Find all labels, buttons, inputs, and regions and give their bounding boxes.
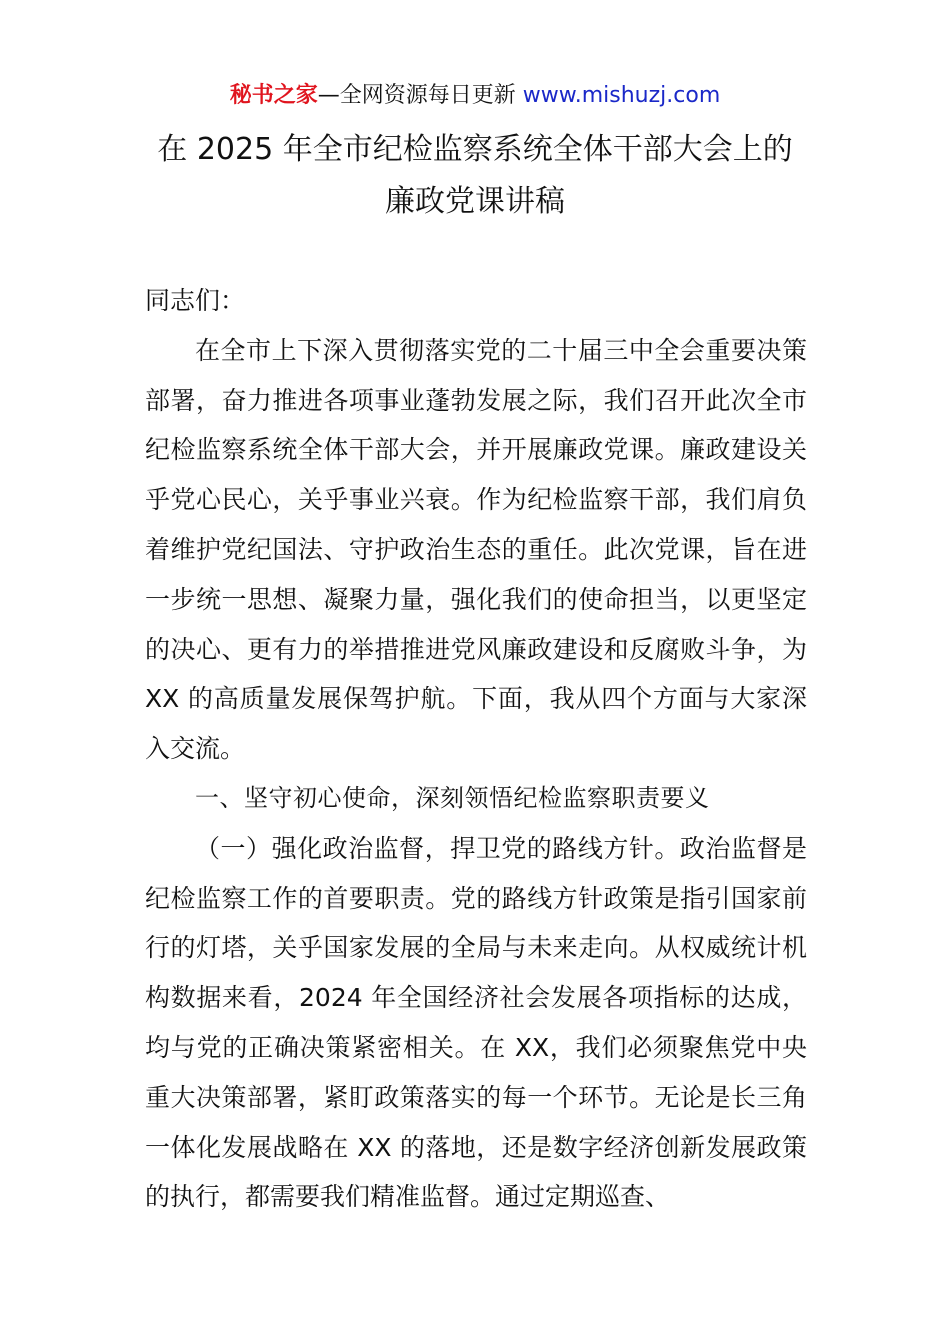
title-line-1: 在 2025 年全市纪检监察系统全体干部大会上的 (157, 132, 793, 167)
site-url-link[interactable]: www.mishuzj.com (522, 83, 721, 108)
intro-paragraph: 在全市上下深入贯彻落实党的二十届三中全会重要决策部署，奋力推进各项事业蓬勃发展之际，我们召开此次全市纪检监察系统全体干部大会，并开展廉政党课。廉政建设关乎党心民心，关乎事业兴衰。作为纪检监察干部，我们肩负着维护党纪国法、守护政治生态的重任。此次党课，旨在进一步统一思想、凝聚力量，强化我们的使命担当，以更坚定的决心、更有力的举措推进党风廉政建设和反腐败斗争，为 XX 的高质量发展保驾护航。下面，我从四个方面与大家深入交流。 (145, 335, 807, 764)
salutation: 同志们： (145, 286, 246, 315)
document-body (145, 276, 807, 1222)
section-heading-1: 一、坚守初心使命，深刻领悟纪检监察职责要义 (195, 783, 710, 812)
subsection-paragraph-1: （一）强化政治监督，捍卫党的路线方针。政治监督是纪检监察工作的首要职责。党的路线方针政策是指引国家前行的灯塔，关乎国家发展的全局与未来走向。从权威统计机构数据来看，2024 年全国经济社会发展各项指标的达成，均与党的正确决策紧密相关。在 XX，我们必须聚焦党中央重大决策部署，紧盯政策落实的每一个环节。无论是长三角一体化发展战略在 XX 的落地，还是数字经济创新发展政策的执行，都需要我们精准监督。通过定期巡查、 (145, 833, 807, 1212)
document-title (0, 124, 950, 228)
title-line-2: 廉政党课讲稿 (385, 184, 565, 219)
header-tagline: —全网资源每日更新 (317, 83, 516, 108)
site-header (0, 80, 950, 112)
brand-name: 秘书之家 (229, 83, 318, 108)
